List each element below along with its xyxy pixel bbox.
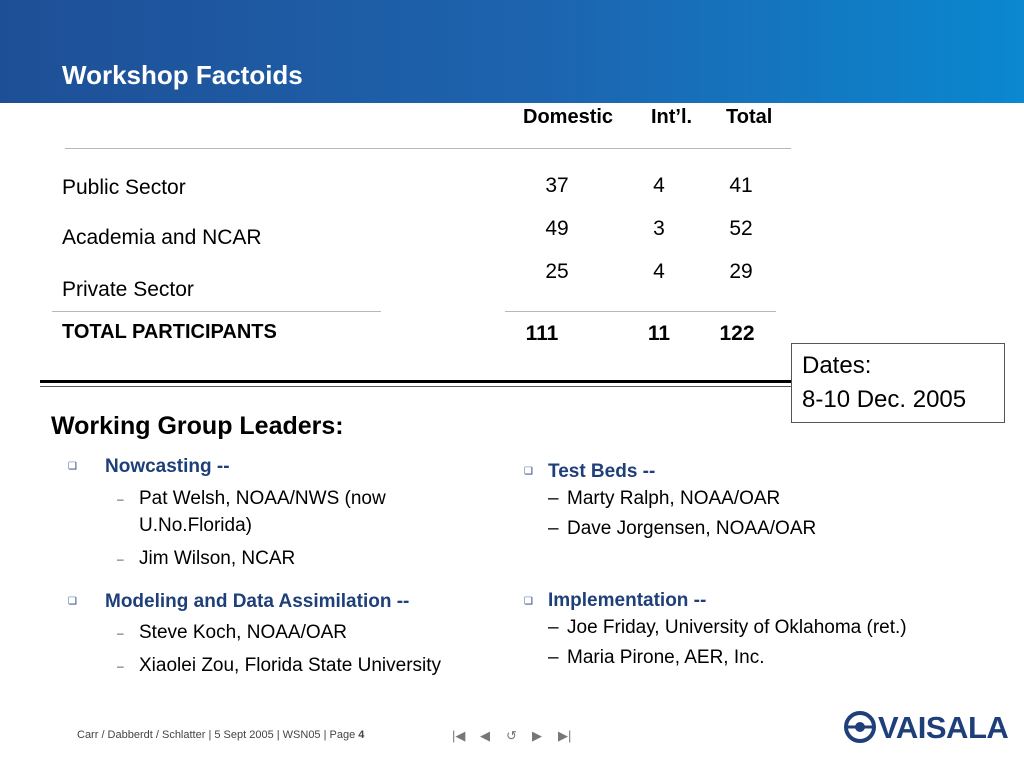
- column-header-total: Total: [726, 106, 773, 128]
- square-bullet-icon: ❑: [68, 596, 77, 607]
- group-title-nowcasting: Nowcasting --: [105, 456, 230, 477]
- member-item: Steve Koch, NOAA/OAR: [139, 622, 348, 643]
- group-title-test-beds: Test Beds --: [548, 461, 656, 482]
- footer-citation: [77, 729, 364, 741]
- total-divider-left: [52, 311, 381, 312]
- table-cell: 49: [545, 217, 569, 240]
- square-bullet-icon: ❑: [524, 466, 533, 477]
- member-item: Jim Wilson, NCAR: [139, 548, 296, 569]
- dash-icon: –: [117, 626, 124, 640]
- member-item: Joe Friday, University of Oklahoma (ret.): [567, 617, 907, 638]
- dates-label: Dates:: [802, 352, 872, 379]
- dates-value: 8-10 Dec. 2005: [802, 386, 967, 413]
- total-domestic: 111: [525, 322, 559, 345]
- page-title: Workshop Factoids: [62, 60, 303, 90]
- group-title-modeling: Modeling and Data Assimilation --: [105, 591, 410, 612]
- footer-text: Carr / Dabberdt / Schlatter | 5 Sept 2005 | WSN05 | Page: [77, 729, 356, 741]
- page-number: 4: [358, 729, 365, 741]
- dash-icon: –: [117, 492, 124, 506]
- vaisala-logo-text: VAISALA: [878, 710, 1009, 745]
- table-cell: 4: [653, 174, 665, 197]
- dash-icon: –: [548, 488, 559, 509]
- column-header-domestic: Domestic: [523, 106, 614, 128]
- member-item: U.No.Florida): [139, 515, 252, 536]
- working-group-title: Working Group Leaders:: [51, 412, 344, 440]
- total-total: 122: [719, 322, 755, 345]
- previous-slide-button[interactable]: ◀: [480, 728, 490, 743]
- column-header-intl: Int’l.: [651, 106, 693, 128]
- dash-icon: –: [548, 617, 559, 638]
- row-label-public-sector: Public Sector: [62, 176, 186, 199]
- dash-icon: –: [117, 552, 124, 566]
- table-cell: 29: [729, 260, 753, 283]
- vaisala-logo-icon: [844, 709, 876, 745]
- total-divider-right: [505, 311, 776, 312]
- row-label-academia: Academia and NCAR: [62, 226, 262, 249]
- member-item: Marty Ralph, NOAA/OAR: [567, 488, 781, 509]
- dash-icon: –: [548, 647, 559, 668]
- table-cell: 25: [545, 260, 569, 283]
- group-title-implementation: Implementation --: [548, 590, 707, 611]
- section-divider: [40, 380, 800, 383]
- first-slide-button[interactable]: |◀: [452, 728, 466, 743]
- square-bullet-icon: ❑: [68, 461, 77, 472]
- header-divider: [65, 148, 791, 149]
- next-slide-button[interactable]: ▶: [532, 728, 542, 743]
- table-cell: 3: [653, 217, 665, 240]
- section-divider-thin: [40, 386, 800, 387]
- table-cell: 4: [653, 260, 665, 283]
- table-cell: 52: [729, 217, 753, 240]
- total-intl: 11: [647, 322, 671, 345]
- total-row-label: TOTAL PARTICIPANTS: [62, 321, 277, 343]
- member-item: Pat Welsh, NOAA/NWS (now: [139, 488, 386, 509]
- return-button[interactable]: ↺: [506, 728, 517, 743]
- dash-icon: –: [117, 659, 124, 673]
- dash-icon: –: [548, 518, 559, 539]
- member-item: Maria Pirone, AER, Inc.: [567, 647, 765, 668]
- table-cell: 41: [729, 174, 753, 197]
- square-bullet-icon: ❑: [524, 596, 533, 607]
- table-cell: 37: [545, 174, 569, 197]
- member-item: Xiaolei Zou, Florida State University: [139, 655, 442, 676]
- member-item: Dave Jorgensen, NOAA/OAR: [567, 518, 817, 539]
- row-label-private-sector: Private Sector: [62, 278, 194, 301]
- dates-box: [791, 343, 1005, 423]
- title-banner: [0, 0, 1024, 103]
- last-slide-button[interactable]: ▶|: [558, 728, 572, 743]
